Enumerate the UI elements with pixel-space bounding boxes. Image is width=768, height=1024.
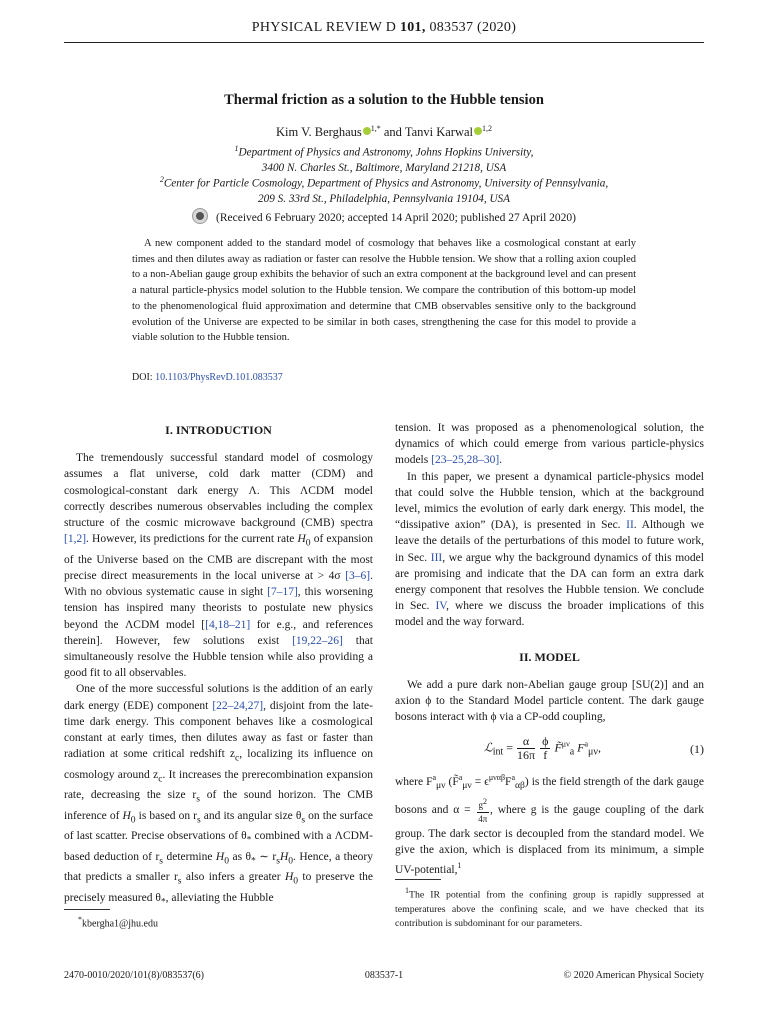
paragraph: The tremendously successful standard model of cosmology assumes a flat universe, cold dark matter (CDM) and cosmological-constant dark energy Λ. This ΛCDM model correctly describes numerous observables including the complex structure of the cosmic microwave background (CMB) spectra [1,2]. However, its predictions for the current rate $H_0$ of expansion of the Universe based on the CMB are discrepant with the most precise direct measurements in the local universe at > 4σ [3–6]. With no obvious systematic cause in sight [7–17], this worsening tension has inspired many theorists to postulate new physics beyond the ΛCDM model [[4,18–21] for e.g., and references therein]. However, few solutions exist [19,22–26] that simultaneously resolve the Hubble tension while also providing a good fit to all observables. <box>64 452 373 680</box>
footer-issn: 2470-0010/2020/101(8)/083537(6) <box>64 970 204 981</box>
orcid-icon[interactable] <box>474 127 482 135</box>
author-affiliation-mark: 1,2 <box>482 124 493 133</box>
author-email[interactable]: kbergha1@jhu.edu <box>82 918 158 930</box>
journal-header <box>64 20 704 36</box>
affiliation-line: 3400 N. Charles St., Baltimore, Maryland 21218, USA <box>261 162 507 175</box>
citation-link[interactable]: [1,2] <box>64 533 87 546</box>
fraction: $\frac{\phi}{f}$ <box>542 734 549 763</box>
paragraph: where $F^a_{\mu\nu}$ (F̃$^a_{\mu\nu}$ = $\epsilon^{\mu\nu\alpha\beta}F^a_{\alpha\beta}$) is the field strength of the dark gauge bosons and α = $\frac{g^2}{4\pi}$ , where g is the gauge coupling of the dark group. The dark sector is decoupled from the standard model. We give the axion, which is displaced from its minimum, a simple UV-potential,$^1$ <box>395 773 704 877</box>
author-list <box>64 124 704 140</box>
equation-body: ℒ$_{int}$ = $\frac{\alpha}{16\pi}$ $\frac{\phi}{f}$ F̃$^{\mu\nu}_a$ $F^a_{\mu\nu}$, <box>484 734 601 763</box>
citation-link[interactable]: [19,22–26] <box>292 634 343 647</box>
section-link[interactable]: III <box>430 551 443 564</box>
footnote-divider <box>395 879 441 880</box>
author-affiliation-mark: 1,* <box>370 124 381 133</box>
left-column <box>64 420 373 910</box>
right-column <box>395 420 704 878</box>
footnote-email: *kbergha1@jhu.edu <box>78 915 158 930</box>
footnote-1: $^1$The IR potential from the confining group is rapidly suppressed at temperatures above the confining scale, and we have checked that its contribution is subdominant for our parameters. <box>395 886 704 930</box>
publication-dates <box>64 208 704 224</box>
citation-link[interactable]: [22–24,27] <box>212 699 264 712</box>
received-text: (Received 6 February 2020; accepted 14 April 2020; published 27 April 2020) <box>216 212 576 224</box>
affiliation-line: 209 S. 33rd St., Philadelphia, Pennsylvania 19104, USA <box>258 193 510 206</box>
doi-line <box>132 372 283 383</box>
citation-link[interactable]: [4,18–21] <box>205 618 251 631</box>
page-number: 083537-1 <box>364 970 404 981</box>
section-heading: I. INTRODUCTION <box>165 423 272 437</box>
author-conjunction: and <box>380 125 405 140</box>
author-name: Kim V. Berghaus <box>275 125 362 140</box>
citation-link[interactable]: [3–6] <box>345 569 371 582</box>
doi-link[interactable]: 10.1103/PhysRevD.101.083537 <box>155 372 283 383</box>
section-heading: II. MODEL <box>519 649 580 664</box>
citation-link[interactable]: [23–25,28–30] <box>431 454 500 467</box>
paragraph: In this paper, we present a dynamical particle-physics model that could solve the Hubble tension, which at the background level, mimics the evolution of early dark energy. This model, the “dissipative axion” (DA), is presented in Sec. II. Although we leave the details of the perturbations of this model to future work, in Sec. III, we argue why the background dynamics of this model are promising and indicate that the DA can form an extra dark energy component that resolves the Hubble tension. We conclude in Sec. IV, where we discuss the broader implications of this model and the way forward. <box>395 470 704 629</box>
paragraph: We add a pure dark non-Abelian gauge group [SU(2)] and an axion ϕ to the Standard Model particle content. The dark gauge bosons interact with ϕ via a CP-odd coupling, <box>395 678 704 724</box>
author-name: Tanvi Karwal <box>404 125 474 140</box>
affiliation-2 <box>64 172 704 208</box>
section-link[interactable]: IV <box>435 600 447 613</box>
crossmark-icon[interactable] <box>192 208 208 224</box>
paper-title: Thermal friction as a solution to the Hubble tension <box>224 92 544 108</box>
article-number: 083537 (2020) <box>429 20 517 35</box>
header-divider <box>64 42 704 43</box>
affiliation-line: Center for Particle Cosmology, Department of Physics and Astronomy, University of Pennsylvania, <box>163 177 609 190</box>
paragraph: One of the more successful solutions is the addition of an early dark energy (EDE) component [22–24,27], disjoint from the late-time dark energy. This component behaves like a cosmological constant at early times, then dilutes away as fast or faster than radiation at some critical redshift $z_c$, localizing its influence on cosmology around $z_c$. It increases the prerecombination expansion rate, decreasing the size $r_s$ of the sound horizon. The CMB inference of $H_0$ is based on $r_s$ and its angular size $\theta_s$ on the surface of last scatter. Precise observations of $\theta_*$ combined with a ΛCDM-based deduction of $r_s$ determine $H_0$ as $\theta_*$ ∼ $r_sH_0$. Hence, a theory that predicts a smaller $r_s$ also infers a greater $H_0$ to preserve the precisely measured $\theta_*$, alleviating the Hubble <box>64 683 374 907</box>
abstract: A new component added to the standard model of cosmology that behaves like a cosmological constant at early times and then dilutes away as radiation or faster can resolve the Hubble tension. We show that a rolling axion coupled to a non-Abelian gauge group exhibits the behavior of such an extra component at the background level and can present a natural particle-physics model solution to the Hubble tension. We compare the contribution of this bottom-up model to the phenomenological fluid approximation and determine that CMB observables sensitive only to the background evolution of the Universe are expected to be similar in both cases, strengthening the case for this model to provide a viable solution to the Hubble tension. <box>132 238 636 344</box>
journal-name: PHYSICAL REVIEW D <box>251 20 397 35</box>
copyright: © 2020 American Physical Society <box>563 970 704 981</box>
equation-number: (1) <box>690 741 704 756</box>
affiliation-mark: 2 <box>159 175 164 184</box>
fraction: $\frac{\alpha}{16\pi}$ <box>517 734 536 763</box>
section-link[interactable]: II <box>626 519 634 532</box>
journal-volume: 101, <box>399 20 426 35</box>
paragraph: tension. It was proposed as a phenomenological solution, the dynamics of which could emerge from various particle-physics models [23–25,28–30]. <box>395 422 704 467</box>
affiliation-mark: 1 <box>234 144 239 153</box>
orcid-icon[interactable] <box>363 127 371 135</box>
footnote-mark[interactable]: 1 <box>457 861 462 871</box>
footnote-divider <box>64 909 110 910</box>
doi-label: DOI: <box>132 372 156 383</box>
citation-link[interactable]: [7–17] <box>267 586 298 599</box>
equation-1 <box>395 735 704 762</box>
affiliation-line: Department of Physics and Astronomy, Johns Hopkins University, <box>238 146 534 159</box>
